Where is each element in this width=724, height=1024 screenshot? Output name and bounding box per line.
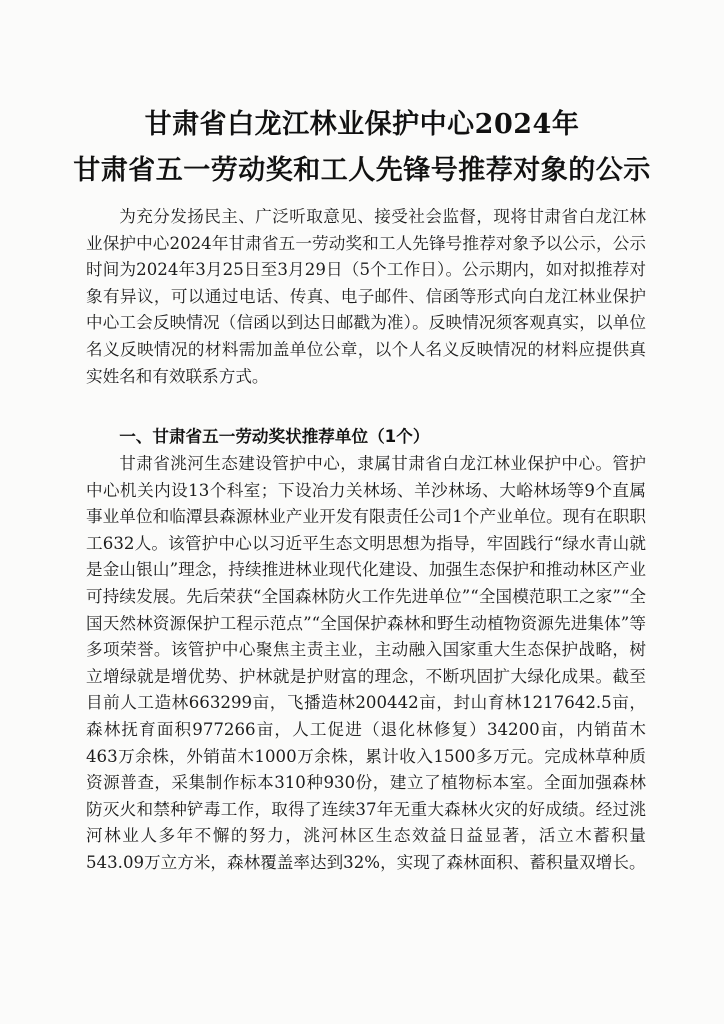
- section-1-heading: 一、甘肃省五一劳动奖状推荐单位（1个）: [119, 427, 430, 446]
- document-title-line-2: 甘肃省五一劳动奖和工人先锋号推荐对象的公示: [73, 155, 651, 186]
- document-title-line-1: 甘肃省白龙江林业保护中心2024年: [144, 109, 580, 140]
- intro-paragraph: 为充分发扬民主、广泛听取意见、接受社会监督，现将甘肃省白龙江林业保护中心2024年甘肃省五一劳动奖和工人先锋号推荐对象予以公示，公示时间为2024年3月25日至3月29日（5个工作日）。公示期内，如对拟推荐对象有异议，可以通过电话、传真、电子邮件、信函等形式向白龙江林业保护中心工会反映情况（信函以到达日邮戳为准）。反映情况须客观真实，以单位名义反映情况的材料需加盖单位公章，以个人名义反映情况的材料应提供真实姓名和有效联系方式。: [86, 207, 646, 386]
- section-1-paragraph: 甘肃省洮河生态建设管护中心，隶属甘肃省白龙江林业保护中心。管护中心机关内设13个科室；下设冶力关林场、羊沙林场、大峪林场等9个直属事业单位和临潭县森源林业产业开发有限责任公司1个产业单位。现有在职职工632人。该管护中心以习近平生态文明思想为指导，牢固践行“绿水青山就是金山银山”理念，持续推进林业现代化建设、加强生态保护和推动林区产业可持续发展。先后荣获“全国森林防火工作先进单位”“全国模范职工之家”“全国天然林资源保护工程示范点”“全国保护森林和野生动植物资源先进集体”等多项荣誉。该管护中心聚焦主责主业，主动融入国家重大生态保护战略，树立增绿就是增优势、护林就是护财富的理念，不断巩固扩大绿化成果。截至目前人工造林663299亩，飞播造林200442亩，封山育林1217642.5亩，森林抚育面积977266亩，人工促进（退化林修复）34200亩，内销苗木463万余株，外销苗木1000万余株，累计收入1500多万元。完成林草种质资源普查，采集制作标本310种930份，建立了植物标本室。全面加强森林防灭火和禁种铲毒工作，取得了连续37年无重大森林火灾的好成绩。经过洮河林业人多年不懈的努力，洮河林区生态效益日益显著，活立木蓄积量543.09万立方米，森林覆盖率达到32%，实现了森林面积、蓄积量双增长。: [86, 454, 646, 872]
